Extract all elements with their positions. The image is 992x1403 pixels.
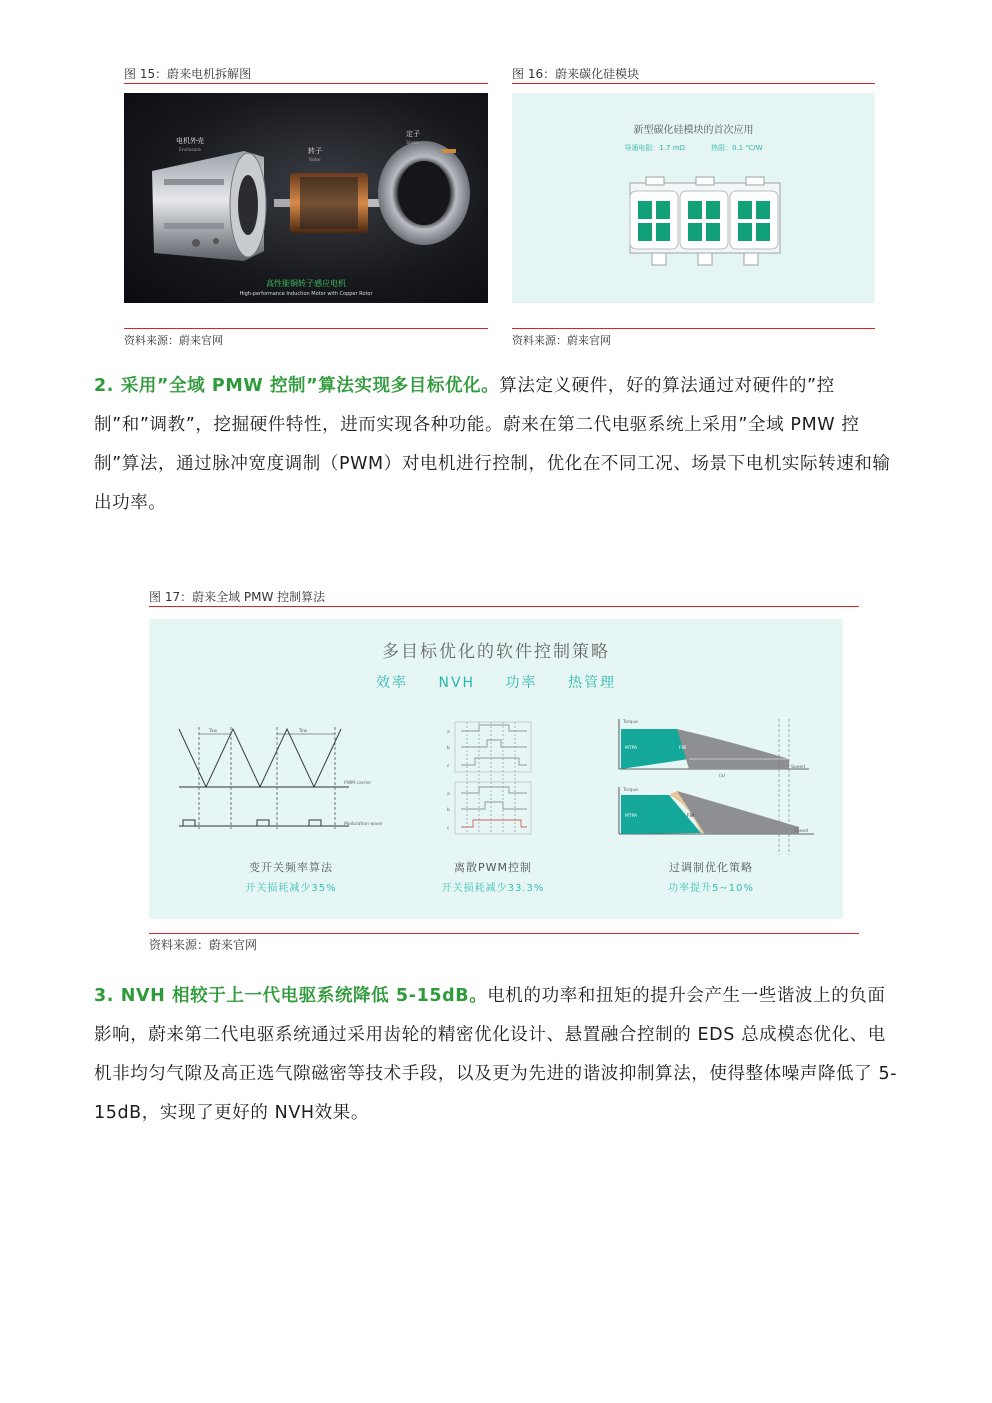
fig16-bottom-rule [512,328,875,329]
mtpa-label-top: MTPA [625,746,638,751]
row-label-a2: a [447,792,450,797]
fig15-bottom-rule [124,328,488,329]
stator-label: 定子 Stator [406,130,420,146]
housing-label: 电机外壳 Enclosure [176,137,204,153]
fw-label-bottom: FW [687,814,695,819]
sic-module-title: 新型碳化硅模块的首次应用 [633,125,754,136]
motor-exploded-image [124,93,488,303]
mtpa-label-bottom: MTPA [625,814,638,819]
rotor-label: 转子 Rotor [308,147,322,163]
panel3-sub: 功率提升5~10% [668,883,754,894]
panel3-title: 过调制优化策略 [669,861,753,874]
fig15-caption: 图 15：蔚来电机拆解图 [124,67,252,81]
panel-variable-frequency-graphic [179,727,383,829]
tag-power: 功率 [505,675,538,691]
motor-title: 高性能铜转子感应电机 [266,279,346,288]
fig15-top-rule [124,83,488,84]
panel2-title: 离散PWM控制 [453,861,532,874]
tsw-label-1: Tsw [209,729,218,734]
modulation-wave-label: Modulation wave [344,822,383,827]
row-label-c2: c [447,826,450,831]
torque-label-top: Torque [623,720,638,725]
panel-discrete-pwm-graphic [455,722,531,834]
motor-title-en: High-performance Induction Motor with Copper Rotor [239,291,373,297]
fig16-source: 资料来源：蔚来官网 [512,334,611,347]
fig15-source: 资料来源：蔚来官网 [124,334,223,347]
tag-nvh: NVH [438,675,476,691]
speed-label-bottom: Speed [794,829,809,834]
fig16-caption: 图 16：蔚来碳化硅模块 [512,67,640,81]
speed-label-top: Speed [791,765,806,770]
panel1-title: 变开关频率算法 [249,861,333,874]
panel-a-label: (a) [719,774,726,779]
motor-illustration [124,93,488,303]
paragraph-pwm-control [94,367,902,523]
row-label-b2: b [447,808,450,813]
resistance-spec: 导通电阻：1.7 mΩ [624,144,685,152]
fig17-top-rule [149,606,859,607]
row-label-c1: c [447,764,450,769]
discrete-pwm-row-labels [447,730,450,831]
panel2-sub: 开关损耗减少33.3% [441,883,545,894]
tag-efficiency: 效率 [376,675,409,691]
sic-module-image [512,93,875,303]
torque-label-bottom: Torque [623,788,638,793]
thermal-spec: 热阻：0.1 ℃/W [711,144,763,152]
fig16-top-rule [512,83,875,84]
paragraph-pwm-lead: 2. 采用”全域 PMW 控制”算法实现多目标优化。 [94,376,500,396]
fw-label-top: FW [679,746,687,751]
row-label-b1: b [447,746,450,751]
row-label-a1: a [447,730,450,735]
fig17-source: 资料来源：蔚来官网 [149,938,258,952]
sic-module-illustration [512,93,875,303]
fig17-caption: 图 17：蔚来全域 PMW 控制算法 [149,590,326,604]
panel-overmodulation-graphic [619,719,814,855]
tag-thermal: 热管理 [567,675,616,691]
pwm-carrier-label: PWM carrier [344,781,372,786]
pmw-diagram-title: 多目标优化的软件控制策略 [382,642,610,662]
paragraph-nvh-lead: 3. NVH 相较于上一代电驱系统降低 5-15dB。 [94,986,488,1006]
pmw-control-diagram [149,619,843,919]
fig17-bottom-rule [149,933,859,934]
paragraph-pwm-body: 算法定义硬件，好的算法通过对硬件的”控制”和”调教”，挖掘硬件特性，进而实现各种功能。蔚来在第二代电驱系统上采用”全域 PMW 控制”算法，通过脉冲宽度调制（PWM）对电机进行控制，优化在不同工况、场景下电机实际转速和输出功率。 [94,376,891,513]
paragraph-nvh [94,977,902,1133]
tsw-label-2: Tsw [299,729,308,734]
panel1-sub: 开关损耗减少35% [245,883,337,894]
paragraph-nvh-body: 电机的功率和扭矩的提升会产生一些谐波上的负面影响，蔚来第二代电驱系统通过采用齿轮的精密优化设计、悬置融合控制的 EDS 总成模态优化、电机非均匀气隙及高正选气隙磁密等技术手段，以及更为先进的谐波抑制算法，使得整体噪声降低了 5-15dB，实现了更好的 NVH效果。 [94,986,898,1123]
